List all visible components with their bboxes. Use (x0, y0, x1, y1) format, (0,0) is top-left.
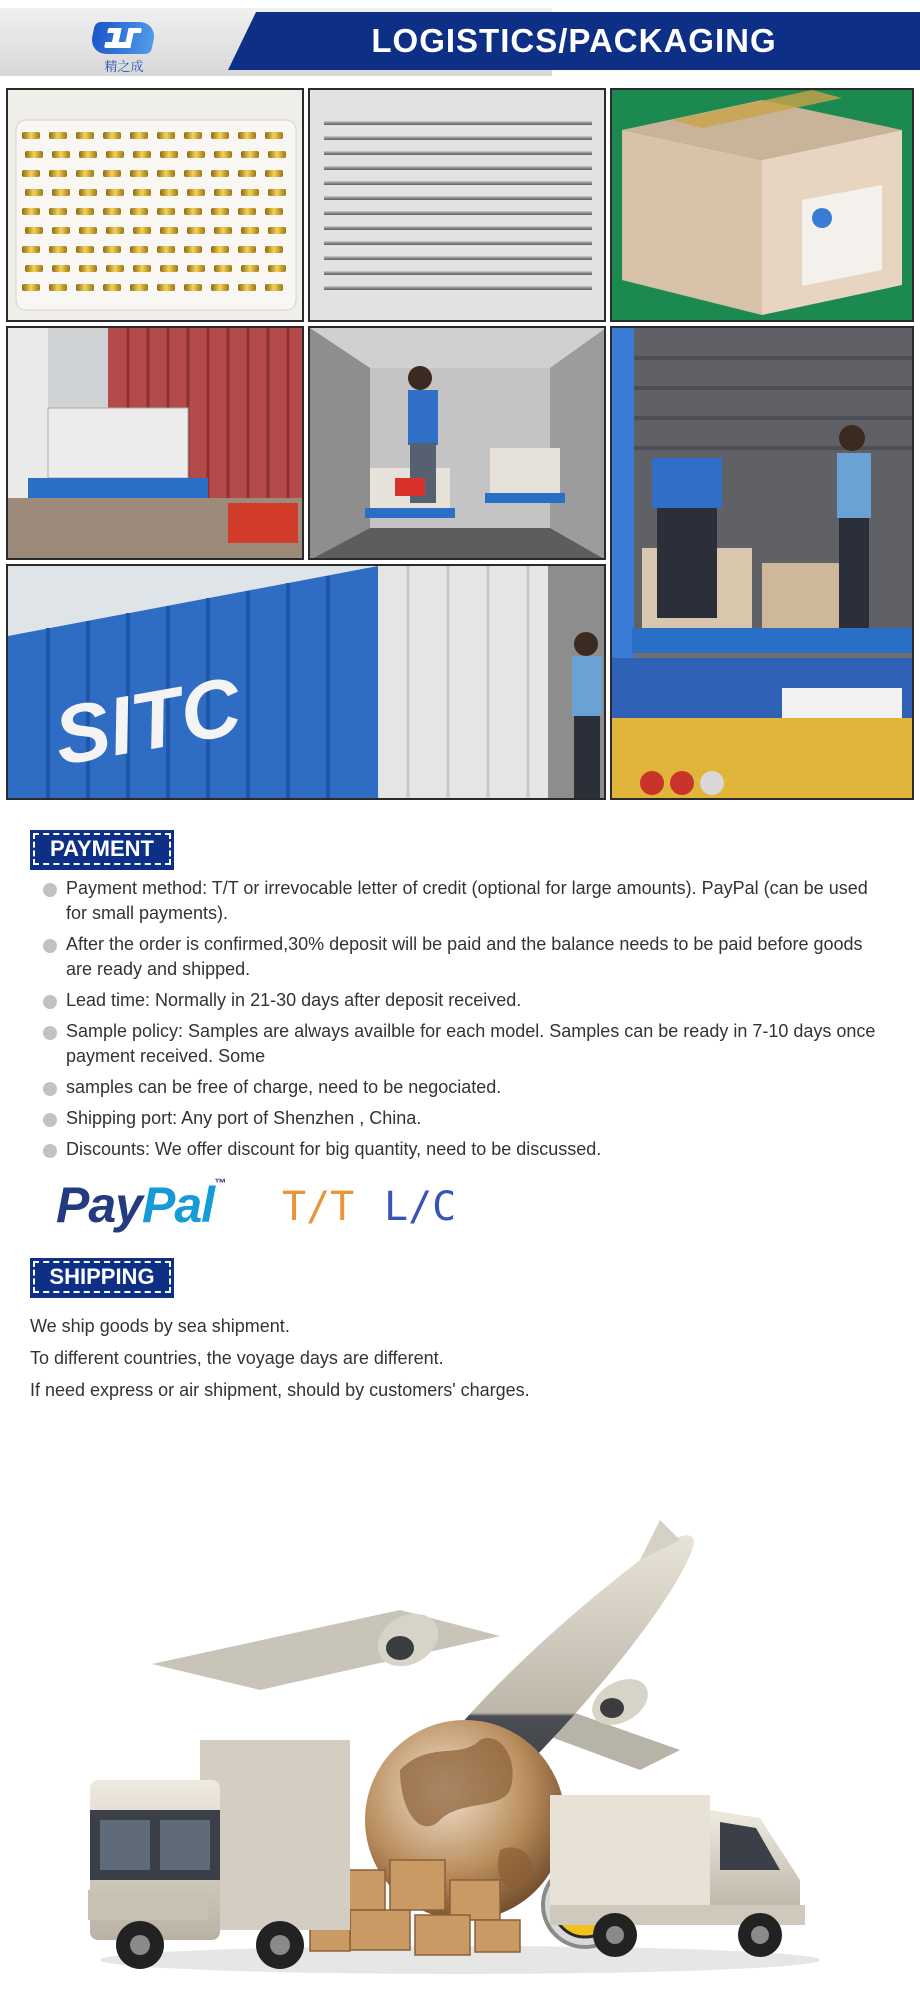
gold-pin (187, 227, 205, 234)
gold-pin (160, 227, 178, 234)
gold-pin (184, 170, 202, 177)
logo-text: 精之成 (104, 60, 144, 75)
payment-item-method: Payment method: T/T or irrevocable letter of credit (optional for large amounts). PayPal (can be used for small payments). (40, 876, 880, 926)
gold-pin (22, 132, 40, 139)
gold-pin (238, 132, 256, 139)
gold-pin (52, 265, 70, 272)
gold-pin (211, 208, 229, 215)
gold-pin (184, 284, 202, 291)
gold-pin (52, 189, 70, 196)
gold-pin (268, 227, 286, 234)
gold-pin (52, 227, 70, 234)
steel-rod (324, 270, 592, 275)
gold-pin (238, 284, 256, 291)
gold-pin (106, 151, 124, 158)
gold-pin (52, 151, 70, 158)
steel-rod (324, 225, 592, 230)
gold-pin (106, 265, 124, 272)
steel-rod (324, 135, 592, 140)
steel-rod (324, 165, 592, 170)
gold-pin (187, 151, 205, 158)
plane-truck-globe-illustration (80, 1440, 840, 1980)
gold-pin (157, 170, 175, 177)
gold-pin (157, 208, 175, 215)
shipping-line-voyage: To different countries, the voyage days are different. (30, 1348, 444, 1368)
gold-pin (187, 189, 205, 196)
steel-rod (324, 195, 592, 200)
gold-pin (241, 227, 259, 234)
photo-worker-pallet-jack (308, 326, 606, 560)
gold-pin (79, 151, 97, 158)
gold-pin (214, 151, 232, 158)
gold-pin (238, 246, 256, 253)
gold-pin (25, 227, 43, 234)
gold-pin (211, 284, 229, 291)
gold-pin (25, 265, 43, 272)
gold-pin (25, 151, 43, 158)
gold-pin (22, 246, 40, 253)
payment-item-sample-charge: samples can be free of charge, need to be negociated. (40, 1075, 880, 1100)
gold-pin (76, 170, 94, 177)
gold-pin (103, 208, 121, 215)
workers-loading-container-illustration (612, 328, 914, 800)
payment-item-deposit: After the order is confirmed,30% deposit will be paid and the balance needs to be paid before goods are ready and shipped. (40, 932, 880, 982)
gold-pin (265, 132, 283, 139)
gold-pin (238, 170, 256, 177)
gold-pin (133, 265, 151, 272)
gold-pin (49, 170, 67, 177)
shipping-description (30, 1310, 890, 1406)
gold-pin (79, 189, 97, 196)
gold-pin (133, 151, 151, 158)
gold-pin (76, 246, 94, 253)
steel-rod (324, 150, 592, 155)
photo-steel-rods (308, 88, 606, 322)
payment-item-discounts: Discounts: We offer discount for big quantity, need to be discussed. (40, 1137, 880, 1162)
transport-illustration (80, 1440, 840, 1980)
gold-pin (241, 189, 259, 196)
gold-pin (133, 189, 151, 196)
gold-pin (157, 246, 175, 253)
gold-pin (103, 132, 121, 139)
carton-box-illustration (612, 90, 914, 322)
payment-heading: PAYMENT (33, 833, 171, 865)
steel-rod (324, 285, 592, 290)
payment-terms-list (40, 876, 880, 1168)
gold-pin (103, 246, 121, 253)
gold-pin (157, 284, 175, 291)
gold-pin (187, 265, 205, 272)
payment-item-sample-policy: Sample policy: Samples are always availble for each model. Samples can be ready in 7-10 days once payment received. Some (40, 1019, 880, 1069)
gold-pins-tray-illustration (8, 90, 304, 322)
gold-pin (214, 189, 232, 196)
gold-pin (211, 132, 229, 139)
gold-pin (49, 246, 67, 253)
paypal-logo-pal: Pal (141, 1177, 215, 1233)
gold-pin (184, 132, 202, 139)
paypal-logo (56, 1176, 225, 1234)
lc-logo: L/C (384, 1184, 457, 1230)
payment-item-shipping-port: Shipping port: Any port of Shenzhen , China. (40, 1106, 880, 1131)
gold-pin (22, 284, 40, 291)
gold-pin (49, 284, 67, 291)
tt-logo: T/T (282, 1184, 355, 1230)
gold-pin (25, 189, 43, 196)
gold-pin (160, 151, 178, 158)
gold-pin (22, 170, 40, 177)
steel-rod (324, 255, 592, 260)
photo-wrapped-pallet (6, 326, 304, 560)
gold-pin (22, 208, 40, 215)
worker-pallet-jack-illustration (310, 328, 606, 560)
steel-rod (324, 120, 592, 125)
gold-pin (265, 170, 283, 177)
gold-pin (214, 227, 232, 234)
gold-pin (130, 170, 148, 177)
photo-gold-pins-tray (6, 88, 304, 322)
gold-pin (76, 132, 94, 139)
gold-pin (49, 132, 67, 139)
steel-rods-illustration (310, 90, 606, 322)
page-title: LOGISTICS/PACKAGING (371, 22, 777, 59)
shipping-line-sea: We ship goods by sea shipment. (30, 1316, 290, 1336)
gold-pin (106, 189, 124, 196)
company-logo (90, 22, 158, 74)
steel-rod (324, 210, 592, 215)
wrapped-pallet-illustration (8, 328, 304, 560)
gold-pin (79, 227, 97, 234)
gold-pin (76, 208, 94, 215)
gold-pin (268, 265, 286, 272)
gold-pin (79, 265, 97, 272)
gold-pin (211, 170, 229, 177)
gold-pin (184, 246, 202, 253)
sitc-container-illustration (8, 566, 606, 800)
logo-mark-icon (89, 22, 158, 54)
photo-workers-loading-container (610, 326, 914, 800)
gold-pin (76, 284, 94, 291)
gold-pin (184, 208, 202, 215)
steel-rod (324, 240, 592, 245)
gold-pin (265, 208, 283, 215)
gold-pin (103, 170, 121, 177)
gold-pin (130, 284, 148, 291)
gold-pin (265, 284, 283, 291)
gold-pin (133, 227, 151, 234)
gold-pin (157, 132, 175, 139)
steel-rod (324, 180, 592, 185)
paypal-logo-pay: Pay (56, 1177, 142, 1233)
gold-pin (241, 265, 259, 272)
container-brand-text: SITC (47, 660, 248, 783)
gold-pin (265, 246, 283, 253)
gold-pin (49, 208, 67, 215)
gold-pin (160, 265, 178, 272)
gold-pin (268, 189, 286, 196)
gold-pin (130, 132, 148, 139)
gold-pin (130, 208, 148, 215)
photo-sitc-container (6, 564, 606, 800)
photo-carton-box (610, 88, 914, 322)
paypal-logo-tm: ™ (214, 1176, 226, 1190)
shipping-heading: SHIPPING (33, 1261, 171, 1293)
gold-pin (106, 227, 124, 234)
gold-pin (211, 246, 229, 253)
shipping-line-express: If need express or air shipment, should by customers' charges. (30, 1380, 530, 1400)
gold-pin (214, 265, 232, 272)
payment-item-lead-time: Lead time: Normally in 21-30 days after deposit received. (40, 988, 880, 1013)
gold-pin (238, 208, 256, 215)
gold-pin (241, 151, 259, 158)
payment-heading-badge (30, 830, 174, 870)
gold-pin (130, 246, 148, 253)
shipping-heading-badge (30, 1258, 174, 1298)
gold-pin (160, 189, 178, 196)
gold-pin (103, 284, 121, 291)
gold-pin (268, 151, 286, 158)
